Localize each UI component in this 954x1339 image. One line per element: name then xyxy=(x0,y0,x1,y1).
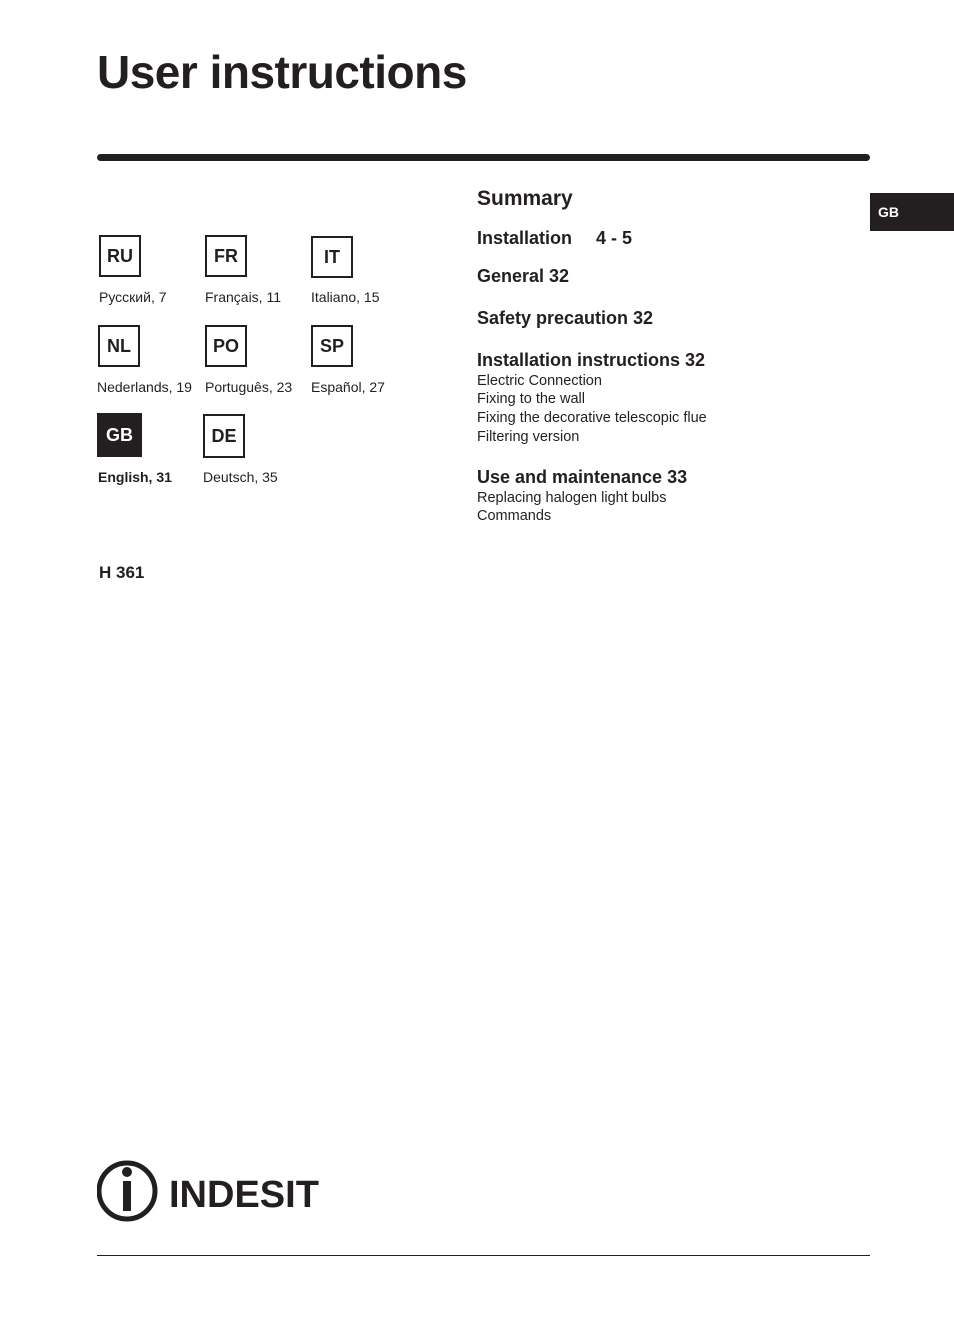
summary-installation-label: Installation xyxy=(477,228,573,248)
model-number: H 361 xyxy=(99,563,145,582)
summary-install-instructions: Installation instructions 32 xyxy=(477,350,706,370)
summary-sub-item: Fixing the decorative telescopic flue xyxy=(477,410,707,426)
lang-label-sp: Español, 27 xyxy=(311,379,385,395)
summary-sub-item: Commands xyxy=(477,508,552,524)
lang-code-it: IT xyxy=(311,236,353,278)
summary-sub-item: Fixing to the wall xyxy=(477,391,585,407)
lang-code-sp: SP xyxy=(311,325,353,367)
lang-code-gb: GB xyxy=(97,413,142,457)
lang-label-fr: Français, 11 xyxy=(205,289,281,305)
summary-installation-pages: 4 - 5 xyxy=(596,228,633,248)
lang-code-po: PO xyxy=(205,325,247,367)
lang-label-po: Português, 23 xyxy=(205,379,293,395)
lang-label-it: Italiano, 15 xyxy=(311,289,380,305)
lang-label-nl: Nederlands, 19 xyxy=(97,379,192,395)
lang-code-ru: RU xyxy=(99,235,141,277)
brand-wordmark: INDESIT xyxy=(169,1174,319,1216)
summary-sub-item: Electric Connection xyxy=(477,373,602,389)
summary-use-maintenance: Use and maintenance 33 xyxy=(477,467,688,487)
lang-label-de: Deutsch, 35 xyxy=(203,469,278,485)
summary-safety: Safety precaution 32 xyxy=(477,308,654,328)
language-tab-gb: GB xyxy=(870,193,954,231)
page-title: User instructions xyxy=(97,46,467,98)
summary-installation xyxy=(477,228,632,249)
header-divider xyxy=(97,154,870,161)
lang-code-nl: NL xyxy=(98,325,140,367)
summary-sub-item: Filtering version xyxy=(477,429,580,445)
summary-sub-item: Replacing halogen light bulbs xyxy=(477,490,667,506)
summary-title: Summary xyxy=(477,187,573,210)
indesit-logo xyxy=(97,1160,337,1224)
summary-general: General 32 xyxy=(477,266,570,286)
lang-label-gb: English, 31 xyxy=(98,469,172,485)
footer-divider xyxy=(97,1255,870,1256)
lang-label-ru: Русский, 7 xyxy=(99,289,167,305)
lang-code-fr: FR xyxy=(205,235,247,277)
lang-code-de: DE xyxy=(203,414,245,458)
